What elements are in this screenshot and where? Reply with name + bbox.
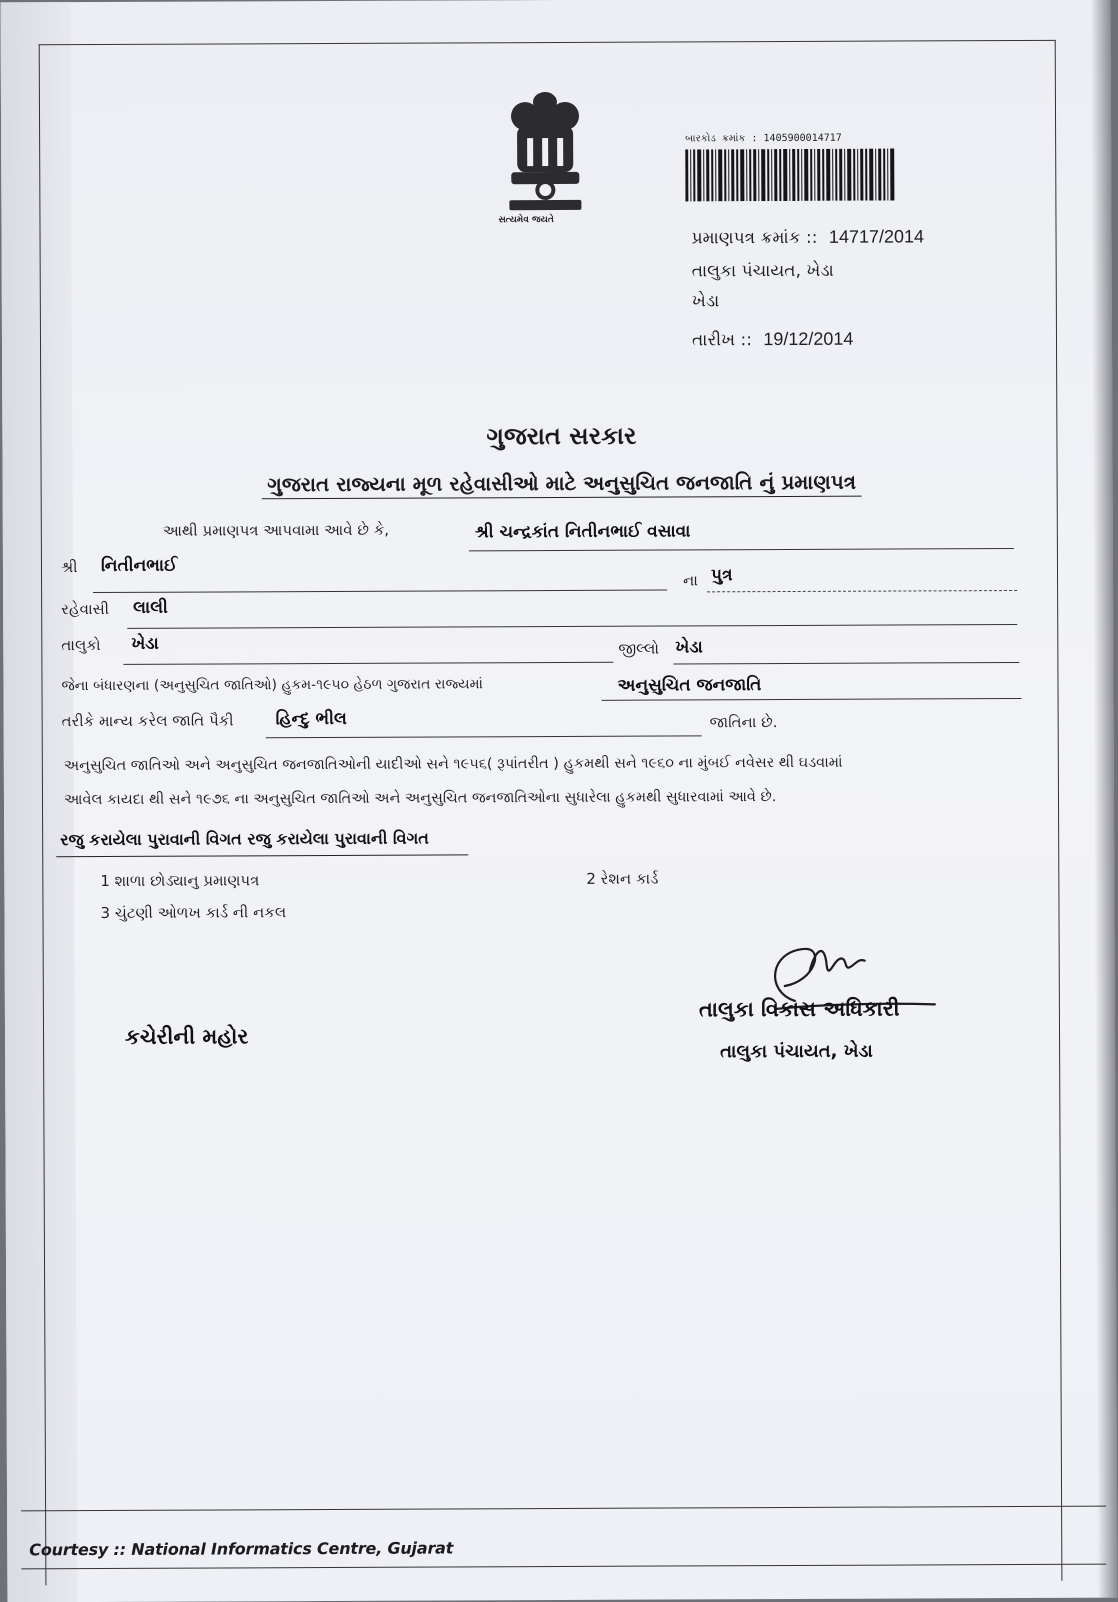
evidence-item: 1 શાળા છોડ્યાનુ પ્રમાણપત્ર [100, 871, 260, 891]
relation: પુત્ર [710, 565, 733, 586]
intro-label: આથી પ્રમાણપત્ર આપવામા આવે છે કે, [162, 520, 390, 540]
officer-title: તાલુકા વિકાસ અધિકારી [698, 996, 900, 1022]
certificate-number-label: પ્રમાણપત્ર ક્રમાંક :: [691, 227, 818, 249]
government-title: ગુજરાત સરકાર [486, 421, 637, 451]
courtesy-text: Courtesy :: National Informatics Centre, Gujarat [29, 1538, 454, 1560]
resident-village: લાલી [133, 597, 168, 618]
applicant-name: શ્રી ચન્દ્રકાંત નિતીનભાઈ વસાવા [474, 521, 691, 543]
certificate-border [39, 40, 1063, 1585]
caste-suffix: જાતિના છે. [709, 713, 778, 732]
certificate-title-text: ગુજરાત રાજ્યના મૂળ રહેવાસીઓ માટે અનુસુચિત જનજાતિ નું પ્રમાણપત્ર [261, 470, 862, 500]
evidence-heading: રજુ કરાયેલા પુરાવાની વિગત રજુ કરાયેલા પુરાવાની વિગત [60, 828, 429, 850]
father-name: નિતીનભાઈ [100, 555, 178, 576]
recognized-label: તરીકે માન્ય કરેલ જાતિ પૈકી [61, 711, 234, 731]
evidence-item: 3 ચુંટણી ઓળખ કાર્ડ ની નકલ [100, 903, 287, 923]
shri-label: શ્રી [60, 558, 78, 577]
issuer-place: ખેડા [691, 291, 720, 312]
issue-date: 19/12/2014 [763, 328, 854, 350]
certificate-sheet [1, 0, 1118, 1602]
certificate-title [3, 469, 1118, 498]
barcode-icon [685, 149, 895, 202]
district-value: ખેડા [675, 637, 703, 658]
office-stamp-label: કચેરીની મહોર [124, 1024, 249, 1049]
date-row [692, 329, 854, 351]
emblem-caption: સત્યમેવ જયતે [498, 215, 554, 226]
caste-value: હિન્દુ ભીલ [275, 708, 347, 730]
taluka-value: ખેડા [131, 633, 159, 654]
taluka-label: તાલુકો [61, 635, 101, 655]
legal-paragraph-line-2: આવેલ કાયદા થી સને ૧૯૭૬ ના અનુસુચિત જાતિઓ અને અનુસુચિત જનજાતિઓના સુધારેલા હુકમથી સુધારવામાં આવે છે. [63, 789, 777, 809]
na-label: ના [683, 571, 698, 590]
district-label: જીલ્લો [618, 639, 660, 658]
paper-shadow [1091, 0, 1118, 1598]
officer-office: તાલુકા પંચાયત, ખેડા [720, 1040, 873, 1063]
national-emblem-icon [495, 86, 596, 226]
certificate-number-row [692, 226, 925, 248]
date-label: તારીખ :: [691, 330, 752, 351]
barcode-number: બારકોડ ક્રમાંક : 1405900014717 [685, 132, 842, 145]
order-text: જેના બંધારણના (અનુસુચિત જાતિઓ) હુકમ-૧૯૫૦ હેઠળ ગુજરાત રાજ્યમાં [61, 676, 483, 695]
evidence-item: 2 રેશન કાર્ડ [586, 869, 659, 888]
issuer-office: તાલુકા પંચાયત, ખેડા [691, 260, 834, 282]
legal-paragraph-line-1: અનુસુચિત જાતિઓ અને અનુસુચિત જનજાતિઓની યાદીઓ સને ૧૯૫૬( રૂપાંતરીત ) હુકમથી સને ૧૯૬૦ ના મુંબઈ નવેસર થી ઘડવામાં [63, 754, 843, 775]
category-value: અનુસુચિત જનજાતિ [617, 675, 762, 696]
resident-label: રહેવાસી [61, 599, 110, 619]
certificate-number: 14717/2014 [828, 226, 925, 247]
